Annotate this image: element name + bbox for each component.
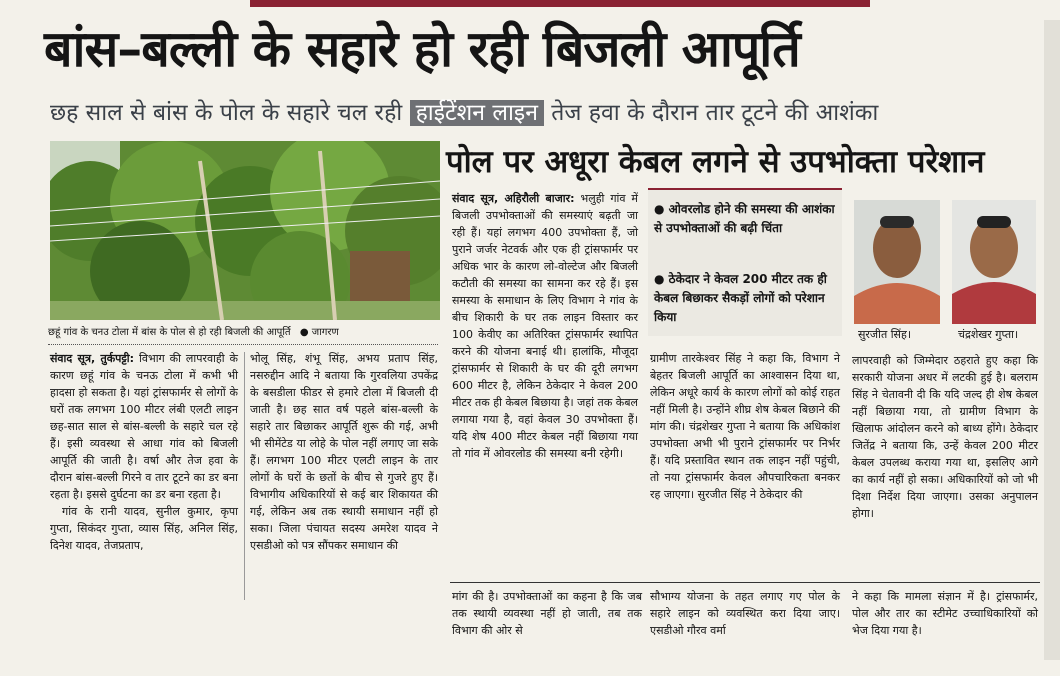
section-rule <box>450 582 1040 583</box>
portrait-surjeet-singh <box>854 200 940 324</box>
article1-column1 <box>50 350 238 554</box>
article1-bottom-col1: मांग की है। उपभोक्ताओं का कहना है कि जब तक स्थायी व्यवस्था नहीं हो जाती, तब तक विभाग की ओर से <box>452 590 642 637</box>
bamboo-pole-photo <box>50 141 440 320</box>
article2-column1 <box>452 190 638 462</box>
portrait-caption-1: सुरजीत सिंह। <box>858 328 912 341</box>
article1-column2: भोलू सिंह, शंभू सिंह, अभय प्रताप सिंह, नसरुद्दीन आदि ने बताया कि गुरवलिया उपकेंद्र के बसडीला फीडर से हमारे टोला में बिजली दी जाती है। छह सात वर्ष पहले बांस-बल्ली के सहारे तार बिछाकर आपूर्ति शुरू की गई, अभी भी सीमेंटेड या लोहे के पोल नहीं लगाए जा सके हैं। लगभग 100 मीटर एलटी लाइन के तार लोगों के घरों के छतों के बीच से गुजरे हुए हैं। विभागीय अधिकारियों से कई बार शिकायत की गई, लेकिन अब तक स्थायी समाधान नहीं हो सका। जिला पंचायत सदस्य अमरेश यादव ने एसडीओ को पत्र सौंपकर समाधान की <box>250 352 438 552</box>
headline2: पोल पर अधूरा केबल लगने से उपभोक्ता परेशान <box>446 144 985 180</box>
column-divider <box>244 352 245 600</box>
caption-divider <box>48 344 438 345</box>
adjacent-page-edge <box>1044 20 1060 660</box>
article1-col1-text: विभाग की लापरवाही के कारण छहूं गांव के चनऊ टोला में कभी भी हादसा हो सकता है। यहां ट्रांसफार्मर से लोगों के घरों तक लगभग 100 मीटर लंबी एलटी लाइन छह-सात साल से बांस-बल्ली के सहारे चल रहे हैं। इसी व्यवस्था से आधा गांव को बिजली आपूर्ति की जाती है। वर्षा और तेज हवा के दौरान बांस-बल्ली गिरने व तार टूटने का डर बना रहता है। इससे दुर्घटना का डर बना रहता है। <box>50 352 238 501</box>
headline: बांस–बल्ली के सहारे हो रही बिजली आपूर्ति <box>44 19 800 78</box>
highlight-item: ● ओवरलोड होने की समस्या की आशंका से उपभोक्ताओं की बढ़ी चिंता <box>654 202 835 235</box>
highlight-text: ठेकेदार ने केवल 200 मीटर तक ही केबल बिछाकर सैकड़ों लोगों को परेशान किया <box>654 272 827 324</box>
highlight-item: ● ठेकेदार ने केवल 200 मीटर तक ही केबल बिछाकर सैकड़ों लोगों को परेशान किया <box>654 272 827 324</box>
article2-column3: लापरवाही को जिम्मेदार ठहराते हुए कहा कि सरकारी योजना अधर में लटकी हुई है। बलराम सिंह ने चेतावनी दी कि यदि जल्द ही शेष केबल नहीं बिछाया गया, तो ग्रामीण विभाग के खिलाफ आंदोलन करने को बाध्य होंगे। ठेकेदार जितेंद्र ने बताया कि, उन्हें केवल 200 मीटर केबल उपलब्ध कराया गया था, इसलिए आगे का कार्य नहीं हो सका। अधिकारियों को जो भी दिशा निर्देश दिया जाएगा। उसका अनुपालन होगा। <box>852 354 1038 520</box>
top-accent-bar <box>250 0 870 7</box>
subheadline <box>50 96 1010 130</box>
article1-bottom-col2: सौभाग्य योजना के तहत लगाए गए पोल के सहारे लाइन को व्यवस्थित करा दिया जाए। एसडीओ गौरव वर्मा <box>650 590 840 637</box>
article1-col1-para2: गांव के रानी यादव, सुनील कुमार, कृपा गुप्ता, सिकंदर गुप्ता, व्यास सिंह, अनिल सिंह, दिनेश यादव, तेजप्रताप, <box>50 505 238 552</box>
article1-bottom-col3: ने कहा कि मामला संज्ञान में है। ट्रांसफार्मर, पोल और तार का स्टीमेट उच्चाधिकारियों को भेज दिया गया है। <box>852 590 1038 637</box>
highlight-text: ओवरलोड होने की समस्या की आशंका से उपभोक्ताओं की बढ़ी चिंता <box>654 202 835 235</box>
highlights-box <box>648 188 842 336</box>
article2-col1-text: भलुही गांव में बिजली उपभोक्ताओं की समस्याएं बढ़ती जा रही हैं। यहां लगभग 400 उपभोक्ता हैं, जो पुराने जर्जर नेटवर्क और एक ही ट्रांसफार्मर पर अधिक भार के कारण लो-वोल्टेज और बिजली कटौती की समस्या का सामना कर रहे हैं। इस समस्या के समाधान के लिए विभाग ने गांव के बीच शिकारी के घर तक लाइन विस्तार कर 100 केवीए का अतिरिक्त ट्रांसफार्मर स्थापित करने की योजना बनाई थी। हालांकि, मौजूदा ट्रांसफार्मर से शिकारी के घर की दूरी लगभग 600 मीटर है, लेकिन ठेकेदार ने केवल 200 मीटर तक ही केबल बिछाया है। जहां तक केबल लगाया गया है, वहां केवल 30 उपभोक्ता हैं। यदि शेष 400 मीटर केबल नहीं बिछाया गया तो गांव में ओवरलोड की समस्या बनी रहेगी। <box>452 192 638 460</box>
subheadline-highlight: हाईटेंशन लाइन <box>410 100 544 126</box>
subheadline-after: तेज हवा के दौरान तार टूटने की आशंका <box>551 100 879 126</box>
photo-caption <box>48 326 448 340</box>
caption-credit: ● जागरण <box>299 327 339 338</box>
caption-text: छहूं गांव के चनउ टोला में बांस के पोल से हो रही बिजली की आपूर्ति <box>48 327 291 338</box>
portrait-chandrashekhar-gupta <box>952 200 1036 324</box>
article1-dateline: संवाद सूत्र, तुर्कपट्टी: <box>50 352 135 365</box>
subheadline-before: छह साल से बांस के पोल के सहारे चल रही <box>50 100 403 126</box>
portrait-caption-2: चंद्रशेखर गुप्ता। <box>958 328 1019 341</box>
article2-dateline: संवाद सूत्र, अहिरौली बाजार: <box>452 192 575 205</box>
article2-column2: ग्रामीण तारकेश्वर सिंह ने कहा कि, विभाग ने बेहतर बिजली आपूर्ति का आश्वासन दिया था, लेकिन अधूरे कार्य के कारण लोगों को कोई राहत नहीं मिली है। उन्होंने शीघ्र शेष केबल बिछाने की मांग की। चंद्रशेखर गुप्ता ने बताया कि अधिकांश उपभोक्ता अभी भी पुराने ट्रांसफार्मर पर निर्भर हैं। यदि प्रस्तावित स्थान तक लाइन नहीं पहुंची, तो नया ट्रांसफार्मर केवल औपचारिकता बनकर रह जाएगा। सुरजीत सिंह ने ठेकेदार की <box>650 352 840 501</box>
